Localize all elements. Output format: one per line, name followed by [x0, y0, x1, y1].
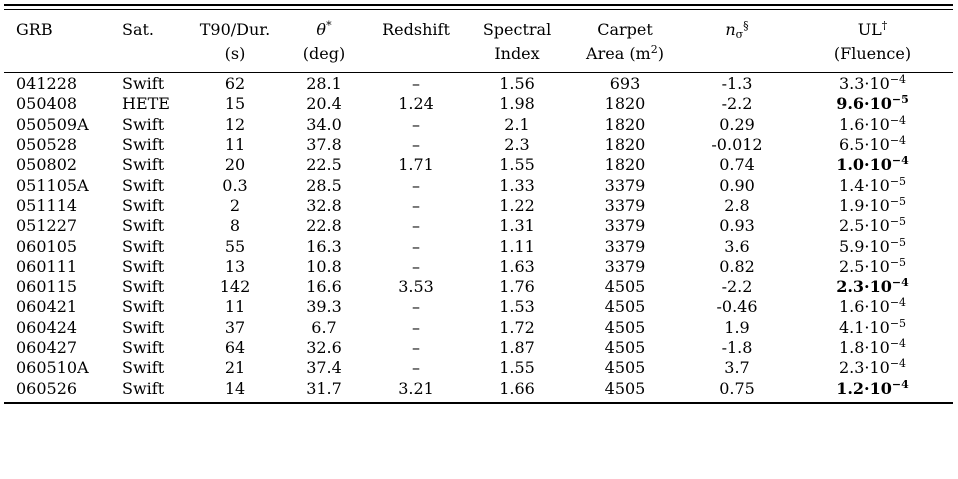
cell-carpet-area: 1820: [604, 94, 646, 114]
cell-theta: 37.8: [306, 135, 342, 155]
ul-mantissa: 2.5·10: [838, 216, 890, 236]
cell-spectral-index: 1.22: [499, 195, 535, 215]
cell-grb: 051114: [16, 195, 78, 215]
ul-mantissa: 2.5·10: [838, 256, 890, 276]
cell-grb: 060111: [16, 256, 78, 276]
cell-spectral-index: 1.33: [499, 175, 535, 195]
nsigma-subscript: σ: [735, 28, 744, 41]
cell-sat: Swift: [122, 338, 165, 357]
header-t90: T90/Dur.: [199, 20, 271, 39]
header-ul-unit: (Fluence): [833, 44, 912, 63]
cell-t90: 62: [224, 74, 246, 94]
table-row: [4, 338, 953, 358]
cell-sat: Swift: [122, 135, 165, 155]
cell-ul-fluence: [792, 358, 953, 378]
table-row: [4, 378, 953, 398]
carpet-superscript: 2: [650, 43, 658, 56]
cell-nsigma: -1.8: [721, 338, 753, 357]
ul-mantissa: 2.3·10: [838, 358, 890, 378]
cell-theta: 22.8: [306, 216, 342, 236]
bottom-rule: [4, 402, 953, 404]
cell-t90: 142: [219, 277, 251, 297]
cell-spectral-index: 1.55: [499, 155, 535, 175]
cell-ul-fluence: [792, 318, 953, 338]
cell-carpet-area: 3379: [604, 216, 646, 236]
table-row: [4, 115, 953, 135]
cell-t90: 55: [224, 236, 246, 256]
header-sat: Sat.: [122, 20, 155, 39]
cell-t90: 20: [224, 155, 246, 175]
cell-spectral-index: 1.31: [499, 216, 535, 236]
cell-spectral-index: 1.56: [499, 74, 535, 94]
ul-mantissa: 1.4·10: [838, 175, 890, 195]
cell-carpet-area: 1820: [604, 114, 646, 134]
cell-t90: 0.3: [222, 175, 248, 195]
ul-exponent: −4: [889, 113, 907, 127]
nsigma-superscript: §: [743, 19, 749, 32]
cell-spectral-index: 1.87: [499, 338, 535, 357]
cell-nsigma: 0.74: [719, 155, 755, 175]
cell-spectral-index: 1.72: [499, 317, 535, 337]
ul-mantissa: 1.8·10: [838, 338, 890, 357]
cell-nsigma: 0.29: [719, 114, 755, 134]
cell-ul-fluence: [792, 94, 953, 114]
cell-sat: Swift: [122, 277, 165, 297]
cell-sat: Swift: [122, 297, 165, 317]
cell-redshift: –: [412, 297, 420, 317]
cell-carpet-area: 1820: [604, 135, 646, 155]
cell-t90: 2: [229, 195, 241, 215]
cell-ul-fluence: [792, 196, 953, 216]
cell-spectral-index: 1.76: [499, 277, 535, 297]
cell-carpet-area: 4505: [604, 297, 646, 317]
cell-grb: 060526: [16, 378, 78, 398]
cell-carpet-area: 4505: [604, 317, 646, 337]
cell-carpet-area: 4505: [604, 358, 646, 378]
ul-exponent: −5: [891, 93, 909, 107]
header-spectral-index: Index: [494, 44, 540, 63]
cell-spectral-index: 1.98: [499, 94, 535, 114]
cell-theta: 32.6: [306, 338, 342, 357]
cell-nsigma: 0.90: [719, 175, 755, 195]
cell-nsigma: -0.012: [711, 135, 763, 155]
cell-ul-fluence: [792, 257, 953, 277]
cell-ul-fluence: [792, 175, 953, 195]
cell-sat: Swift: [122, 358, 165, 378]
cell-redshift: –: [412, 358, 420, 378]
cell-grb: 051105A: [16, 175, 89, 195]
cell-grb: 060427: [16, 338, 78, 357]
cell-ul-fluence: [792, 135, 953, 155]
cell-ul-fluence: [792, 115, 953, 135]
cell-theta: 37.4: [306, 358, 342, 378]
theta-superscript: *: [326, 19, 332, 32]
theta-symbol: θ: [316, 20, 327, 39]
ul-exponent: −5: [889, 174, 907, 188]
cell-ul-fluence: [792, 378, 953, 398]
cell-redshift: –: [412, 114, 420, 134]
table-row: [4, 73, 953, 94]
cell-redshift: 1.24: [398, 94, 434, 114]
cell-nsigma: -2.2: [721, 94, 753, 114]
cell-carpet-area: 3379: [604, 236, 646, 256]
ul-mantissa: 6.5·10: [838, 135, 890, 155]
cell-grb: 050509A: [16, 114, 89, 134]
cell-spectral-index: 1.63: [499, 256, 535, 276]
table-row: [4, 318, 953, 338]
table-row: [4, 94, 953, 114]
cell-grb: 060510A: [16, 358, 89, 378]
cell-nsigma: 3.7: [724, 358, 750, 378]
header-ul: [792, 10, 953, 42]
ul-mantissa: 1.9·10: [838, 195, 890, 215]
cell-sat: Swift: [122, 216, 165, 236]
table-header: [4, 10, 953, 72]
cell-theta: 10.8: [306, 256, 342, 276]
ul-mantissa: 1.0·10: [836, 155, 892, 175]
cell-theta: 39.3: [306, 297, 342, 317]
cell-sat: Swift: [122, 378, 165, 398]
cell-ul-fluence: [792, 297, 953, 317]
cell-nsigma: -1.3: [721, 74, 753, 94]
ul-exponent: −4: [889, 296, 907, 310]
table-row: [4, 155, 953, 175]
cell-t90: 8: [229, 216, 241, 236]
cell-redshift: –: [412, 338, 420, 357]
table-row: [4, 236, 953, 256]
ul-exponent: −5: [889, 215, 907, 229]
header-redshift: Redshift: [382, 20, 450, 39]
cell-grb: 050528: [16, 135, 78, 155]
cell-theta: 6.7: [311, 317, 337, 337]
cell-ul-fluence: [792, 338, 953, 358]
ul-superscript: †: [881, 19, 888, 32]
cell-redshift: –: [412, 135, 420, 155]
cell-carpet-area: 4505: [604, 338, 646, 357]
ul-mantissa: 9.6·10: [836, 94, 892, 114]
cell-ul-fluence: [792, 236, 953, 256]
header-theta-unit: (deg): [302, 44, 346, 63]
header-row-1: [4, 10, 953, 42]
table-row: [4, 216, 953, 236]
cell-ul-fluence: [792, 277, 953, 297]
cell-redshift: –: [412, 317, 420, 337]
grb-table-container: [4, 4, 953, 404]
table-body: [4, 73, 953, 399]
ul-exponent: −4: [889, 357, 907, 371]
cell-theta: 34.0: [306, 114, 342, 134]
ul-mantissa: 4.1·10: [838, 317, 890, 337]
cell-t90: 11: [224, 297, 246, 317]
ul-exponent: −5: [889, 316, 907, 330]
cell-nsigma: 3.6: [724, 236, 750, 256]
cell-nsigma: -2.2: [721, 277, 753, 297]
ul-mantissa: 3.3·10: [838, 74, 890, 94]
header-carpet-area: Area $(m^2)$: [586, 43, 664, 63]
ul-exponent: −4: [889, 337, 907, 350]
cell-t90: 11: [224, 135, 246, 155]
cell-grb: 050408: [16, 94, 78, 114]
cell-spectral-index: 1.55: [499, 358, 535, 378]
cell-sat: Swift: [122, 236, 165, 256]
cell-t90: 37: [224, 317, 246, 337]
ul-exponent: −4: [891, 154, 909, 168]
cell-redshift: –: [412, 216, 420, 236]
cell-grb: 060424: [16, 317, 78, 337]
cell-sat: HETE: [122, 94, 170, 114]
cell-t90: 13: [224, 256, 246, 276]
cell-theta: 28.1: [306, 74, 342, 94]
cell-grb: 041228: [16, 74, 78, 94]
cell-sat: Swift: [122, 155, 165, 175]
table-row: [4, 135, 953, 155]
ul-mantissa: 1.6·10: [838, 297, 890, 317]
ul-exponent: −5: [889, 255, 907, 269]
cell-redshift: –: [412, 195, 420, 215]
table-row: [4, 297, 953, 317]
ul-exponent: −5: [889, 235, 907, 249]
cell-redshift: –: [412, 236, 420, 256]
cell-sat: Swift: [122, 195, 165, 215]
cell-spectral-index: 2.1: [504, 114, 530, 134]
ul-mantissa: 5.9·10: [838, 236, 890, 256]
grb-table: [4, 10, 953, 72]
cell-ul-fluence: [792, 73, 953, 94]
cell-sat: Swift: [122, 175, 165, 195]
ul-mantissa: 2.3·10: [836, 277, 892, 297]
ul-exponent: −4: [889, 134, 907, 148]
grb-table-body: [4, 73, 953, 399]
cell-sat: Swift: [122, 114, 165, 134]
table-row: [4, 277, 953, 297]
cell-nsigma: 2.8: [724, 195, 750, 215]
cell-carpet-area: 4505: [604, 378, 646, 398]
cell-sat: Swift: [122, 317, 165, 337]
cell-theta: 28.5: [306, 175, 342, 195]
cell-grb: 060115: [16, 277, 78, 297]
nsigma-symbol: n: [725, 20, 736, 39]
cell-t90: 12: [224, 114, 246, 134]
cell-ul-fluence: [792, 216, 953, 236]
header-spectral: Spectral: [482, 20, 552, 39]
cell-grb: 060105: [16, 236, 78, 256]
header-row-2: [4, 42, 953, 72]
cell-theta: 16.3: [306, 236, 342, 256]
cell-spectral-index: 1.66: [499, 378, 535, 398]
cell-carpet-area: 693: [609, 74, 641, 94]
cell-spectral-index: 1.11: [499, 236, 535, 256]
cell-redshift: 3.21: [398, 378, 434, 398]
cell-ul-fluence: [792, 155, 953, 175]
table-row: [4, 358, 953, 378]
cell-carpet-area: 3379: [604, 175, 646, 195]
cell-t90: 15: [224, 94, 246, 114]
ul-mantissa: 1.6·10: [838, 114, 890, 134]
cell-carpet-area: 3379: [604, 256, 646, 276]
cell-nsigma: -0.46: [716, 297, 758, 317]
cell-grb: 051227: [16, 216, 78, 236]
cell-t90: 14: [224, 378, 246, 398]
cell-sat: Swift: [122, 74, 165, 94]
cell-nsigma: 1.9: [724, 317, 750, 337]
cell-theta: 16.6: [306, 277, 342, 297]
ul-mantissa: 1.2·10: [836, 378, 892, 398]
cell-redshift: –: [412, 74, 420, 94]
cell-theta: 22.5: [306, 155, 342, 175]
cell-spectral-index: 1.53: [499, 297, 535, 317]
cell-t90: 64: [224, 338, 246, 357]
cell-redshift: 3.53: [398, 277, 434, 297]
cell-sat: Swift: [122, 256, 165, 276]
table-row: [4, 257, 953, 277]
cell-redshift: –: [412, 175, 420, 195]
cell-redshift: 1.71: [398, 155, 434, 175]
cell-carpet-area: 4505: [604, 277, 646, 297]
header-grb: GRB: [16, 20, 53, 39]
ul-exponent: −4: [889, 73, 907, 87]
cell-theta: 20.4: [306, 94, 342, 114]
cell-nsigma: 0.93: [719, 216, 755, 236]
ul-label: UL: [857, 20, 882, 39]
cell-carpet-area: 1820: [604, 155, 646, 175]
cell-grb: 050802: [16, 155, 78, 175]
header-nsigma: [682, 10, 792, 42]
header-theta: [282, 10, 366, 42]
cell-redshift: –: [412, 256, 420, 276]
ul-exponent: −5: [889, 194, 907, 208]
ul-exponent: −4: [891, 276, 909, 290]
table-row: [4, 175, 953, 195]
header-t90-unit: (s): [224, 44, 246, 63]
cell-theta: 31.7: [306, 378, 342, 398]
table-row: [4, 196, 953, 216]
ul-exponent: −4: [891, 377, 909, 391]
cell-spectral-index: 2.3: [504, 135, 530, 155]
cell-grb: 060421: [16, 297, 78, 317]
cell-theta: 32.8: [306, 195, 342, 215]
cell-nsigma: 0.75: [719, 378, 755, 398]
header-carpet: Carpet: [597, 20, 653, 39]
top-rule-thick: [4, 4, 953, 6]
cell-nsigma: 0.82: [719, 256, 755, 276]
cell-carpet-area: 3379: [604, 195, 646, 215]
cell-t90: 21: [224, 358, 246, 378]
